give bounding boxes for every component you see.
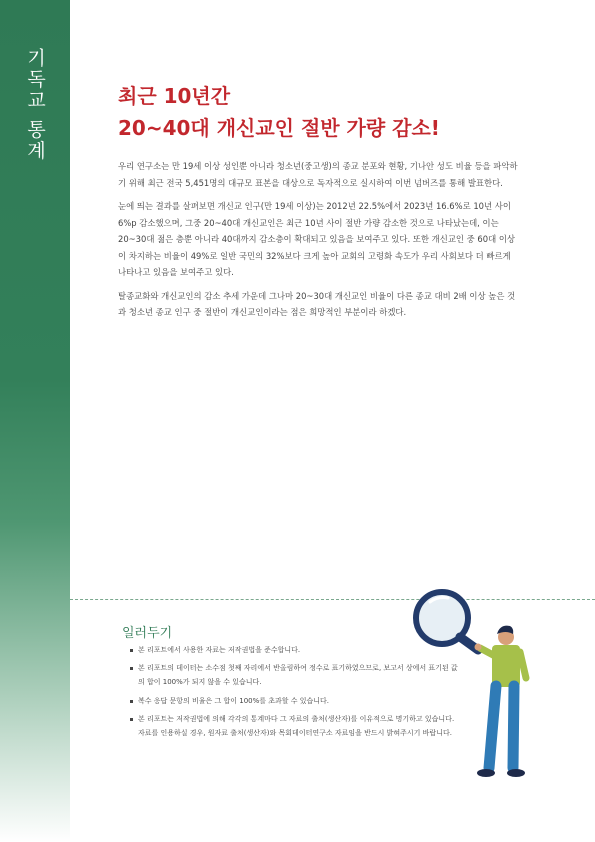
page-headline <box>118 80 440 144</box>
note-item-4: 본 리포트는 저작권법에 의해 각각의 통계마다 그 자료의 출처(생산자)를 이유적으로 명기하고 있습니다. 자료를 인용하실 경우, 원자료 출처(생산자)와 목회데이터연구소 자료임을 반드시 밝혀주시기 바랍니다. <box>130 712 460 740</box>
note-item-3: 복수 응답 문항의 비율은 그 합이 100%를 초과할 수 있습니다. <box>130 694 460 708</box>
headline-line-1: 최근 10년간 <box>118 84 231 108</box>
note-item-1: 본 리포트에서 사용한 자료는 저작권법을 준수합니다. <box>130 643 460 657</box>
body-text <box>118 158 518 328</box>
person-figure <box>475 626 527 777</box>
sidebar <box>0 0 70 842</box>
notes-title: 일러두기 <box>122 626 173 641</box>
sidebar-title: 기독교 통계 <box>24 48 46 162</box>
body-paragraph-3: 탈종교화와 개신교인의 감소 추세 가운데 그나마 20~30대 개신교인 비율이 다른 종교 대비 2배 이상 높은 것과 청소년 종교 인구 중 절반이 개신교인이라는 점은 희망적인 부분이라 하겠다. <box>118 290 516 317</box>
magnifier-person-illustration <box>400 578 540 788</box>
headline-line-2: 20~40대 개신교인 절반 가량 감소! <box>118 116 440 140</box>
body-paragraph-1: 우리 연구소는 만 19세 이상 성인뿐 아니라 청소년(중고생)의 종교 분포와 현황, 기나안 성도 비율 등을 파악하기 위해 최근 전국 5,451명의 대규모 표본을 대상으로 독자적으로 실시하여 이번 넘버즈를 통해 발표한다. <box>118 161 518 188</box>
note-item-2: 본 리포트의 데이터는 소수점 첫째 자리에서 반올림하여 정수로 표기하였으므로, 보고서 상에서 표기된 값의 합이 100%가 되지 않을 수 있습니다. <box>130 661 460 689</box>
magnifying-glass-icon <box>416 592 478 650</box>
body-paragraph-2: 눈에 띄는 결과를 살펴보면 개신교 인구(만 19세 이상)는 2012년 22.5%에서 2023년 16.6%로 10년 사이 6%p 감소했으며, 그중 20~40대 개신교인은 최근 10년 사이 절반 가량 감소한 것으로 나타났는데, 이는 20~30대 젊은 층뿐 아니라 40대까지 감소층이 확대되고 있음을 보여주고 있다. 또한 개신교인 중 60대 이상이 차지하는 비율이 49%로 일반 국민의 32%보다 크게 높아 교회의 고령화 속도가 우리 사회보다 더 빠르게 나타나고 있음을 보여주고 있다. <box>118 201 516 277</box>
